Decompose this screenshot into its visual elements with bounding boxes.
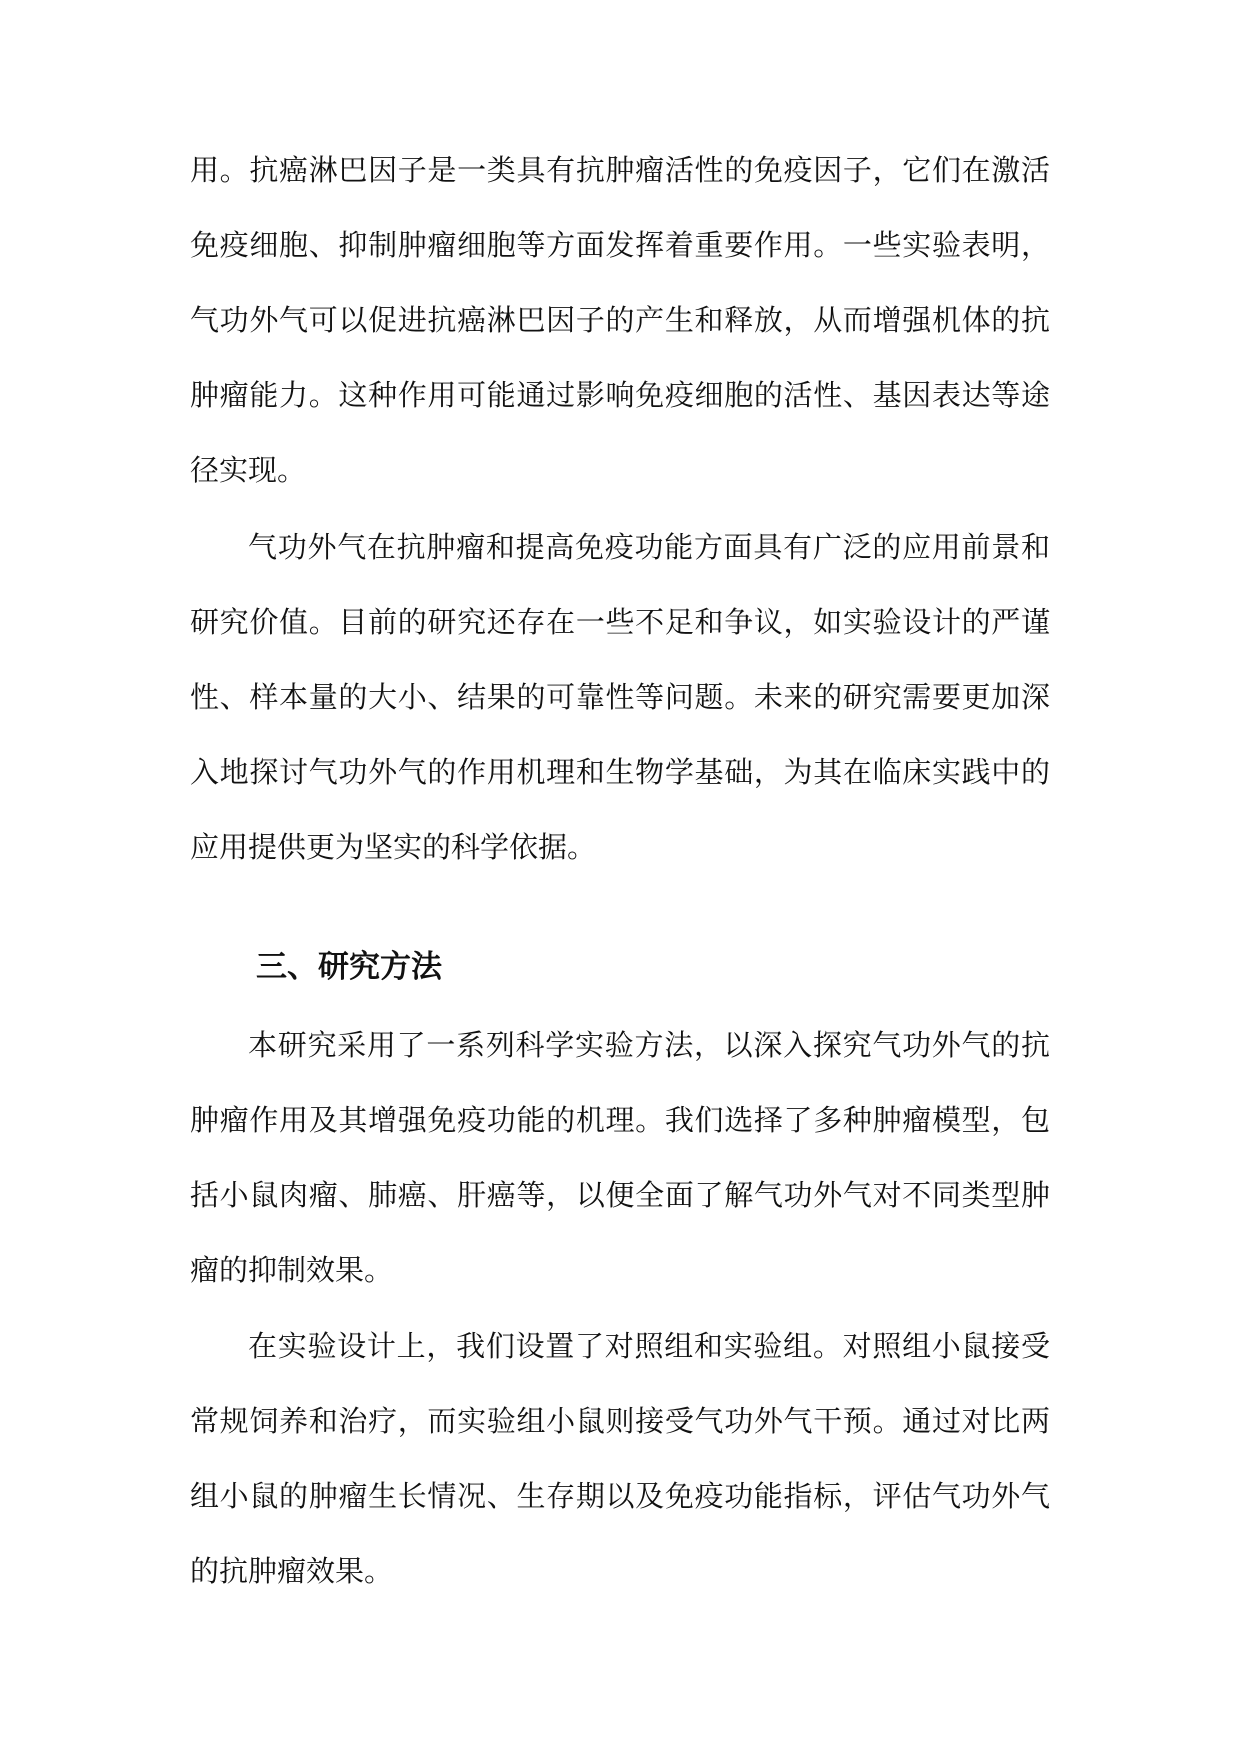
paragraph-4-line-1: 在实验设计上，我们设置了对照组和实验组。对照组小鼠接受 — [248, 1329, 1050, 1363]
paragraph-1-line-4: 肿瘤能力。这种作用可能通过影响免疫细胞的活性、基因表达等途 — [190, 378, 1050, 412]
paragraph-3-line-1: 本研究采用了一系列科学实验方法，以深入探究气功外气的抗 — [248, 1028, 1050, 1062]
section-heading: 三、研究方法 — [256, 949, 442, 985]
paragraph-1-line-3: 气功外气可以促进抗癌淋巴因子的产生和释放，从而增强机体的抗 — [190, 303, 1050, 337]
paragraph-3-line-3: 括小鼠肉瘤、肺癌、肝癌等，以便全面了解气功外气对不同类型肿 — [190, 1178, 1050, 1212]
paragraph-1-line-2: 免疫细胞、抑制肿瘤细胞等方面发挥着重要作用。一些实验表明， — [190, 228, 1050, 262]
paragraph-2-line-3: 性、样本量的大小、结果的可靠性等问题。未来的研究需要更加深 — [190, 680, 1050, 714]
paragraph-2-line-4: 入地探讨气功外气的作用机理和生物学基础，为其在临床实践中的 — [190, 755, 1050, 789]
paragraph-4-line-3: 组小鼠的肿瘤生长情况、生存期以及免疫功能指标，评估气功外气 — [190, 1479, 1050, 1513]
paragraph-4-line-2: 常规饲养和治疗，而实验组小鼠则接受气功外气干预。通过对比两 — [190, 1404, 1050, 1438]
paragraph-1-line-1: 用。抗癌淋巴因子是一类具有抗肿瘤活性的免疫因子，它们在激活 — [190, 153, 1050, 187]
paragraph-4-line-4: 的抗肿瘤效果。 — [190, 1554, 394, 1588]
paragraph-2-line-1: 气功外气在抗肿瘤和提高免疫功能方面具有广泛的应用前景和 — [248, 530, 1050, 564]
paragraph-2-line-2: 研究价值。目前的研究还存在一些不足和争议，如实验设计的严谨 — [190, 605, 1050, 639]
paragraph-3-line-2: 肿瘤作用及其增强免疫功能的机理。我们选择了多种肿瘤模型，包 — [190, 1103, 1050, 1137]
paragraph-2-line-5: 应用提供更为坚实的科学依据。 — [190, 830, 597, 864]
paragraph-3-line-4: 瘤的抑制效果。 — [190, 1253, 394, 1287]
paragraph-1-line-5: 径实现。 — [190, 453, 307, 487]
